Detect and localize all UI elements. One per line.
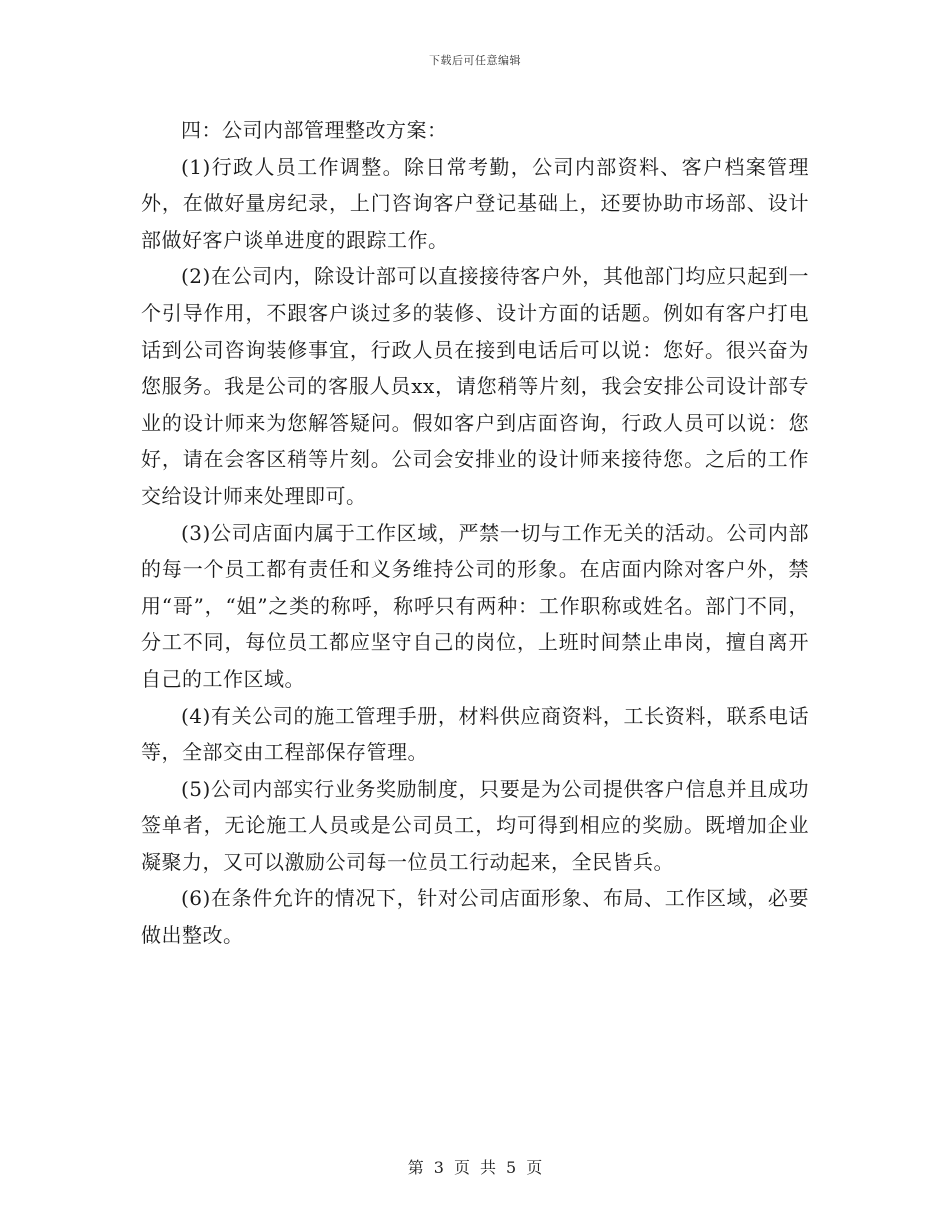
footer-total-word: 共 [480, 1158, 497, 1177]
section-heading: 四：公司内部管理整改方案： [181, 118, 448, 142]
footer-suffix: 页 [526, 1158, 543, 1177]
footer-page-word: 页 [453, 1158, 470, 1177]
document-body [141, 112, 809, 954]
paragraph-4: (4)有关公司的施工管理手册，材料供应商资料，工长资料，联系电话等，全部交由工程部保存管理。 [141, 703, 809, 765]
paragraph-5: (5)公司内部实行业务奖励制度，只要是为公司提供客户信息并且成功签单者，无论施工人员或是公司员工，均可得到相应的奖励。既增加企业凝聚力，又可以激励公司每一位员工行动起来，全民皆兵。 [141, 776, 809, 874]
total-pages: 5 [506, 1158, 517, 1177]
paragraph-1: (1)行政人员工作调整。除日常考勤，公司内部资料、客户档案管理外，在做好量房纪录，上门咨询客户登记基础上，还要协助市场部、设计部做好客户谈单进度的跟踪工作。 [141, 154, 809, 252]
footer-prefix: 第 [407, 1158, 424, 1177]
page-header: 下载后可任意编辑 [429, 54, 521, 67]
page-footer [0, 1155, 950, 1178]
paragraph-3: (3)公司店面内属于工作区域，严禁一切与工作无关的活动。公司内部的每一个员工都有责任和义务维持公司的形象。在店面内除对客户外，禁用“哥”，“姐”之类的称呼，称呼只有两种：工作职称或姓名。部门不同，分工不同，每位员工都应坚守自己的岗位，上班时间禁止串岗，擅自离开自己的工作区域。 [141, 520, 809, 691]
page-number: 3 [433, 1158, 444, 1177]
paragraph-2: (2)在公司内，除设计部可以直接接待客户外，其他部门均应只起到一个引导作用，不跟客户谈过多的装修、设计方面的话题。例如有客户打电话到公司咨询装修事宜，行政人员在接到电话后可以说：您好。很兴奋为您服务。我是公司的客服人员xx，请您稍等片刻，我会安排公司设计部专业的设计师来为您解答疑问。假如客户到店面咨询，行政人员可以说：您好，请在会客区稍等片刻。公司会安排业的设计师来接待您。之后的工作交给设计师来处理即可。 [141, 264, 809, 508]
paragraph-6: (6)在条件允许的情况下，针对公司店面形象、布局、工作区域，必要做出整改。 [141, 886, 809, 948]
